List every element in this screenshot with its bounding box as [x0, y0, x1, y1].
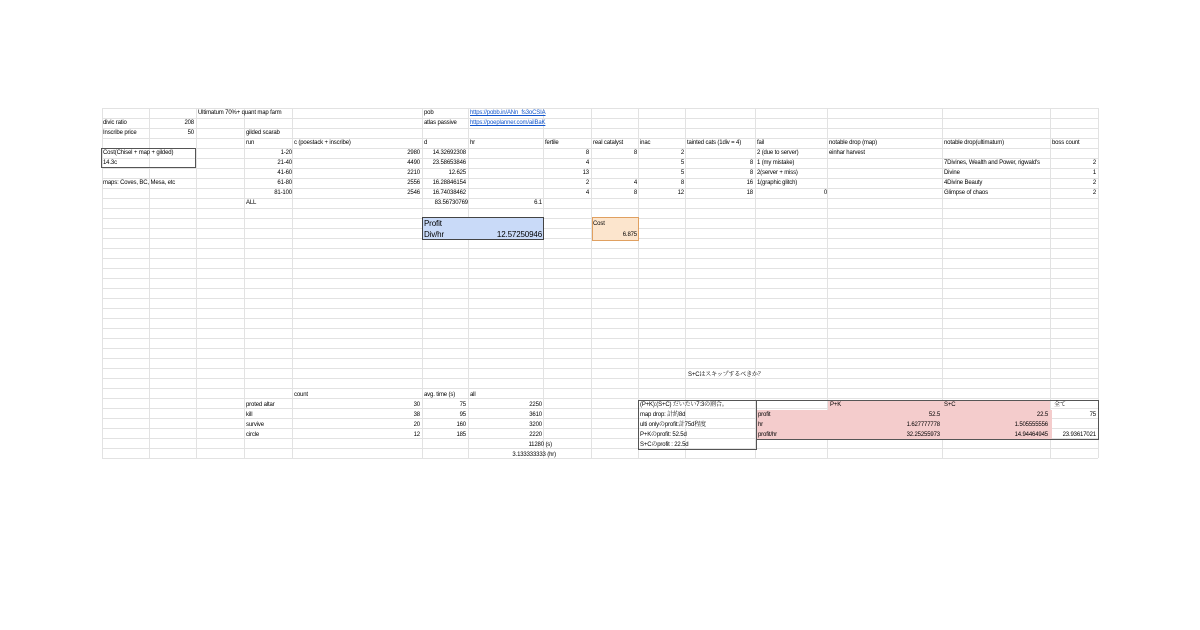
header-fertile: fertile [545, 140, 559, 146]
stats-all-header: all [470, 392, 476, 398]
run-cost[interactable]: 2546 [407, 190, 420, 196]
header-boss-count: boss count [1052, 140, 1080, 146]
compare-pk[interactable]: 32.25255973 [906, 432, 940, 438]
stats-label[interactable]: proted altar [246, 402, 275, 408]
grid-col-line [196, 108, 197, 458]
inscribe-price-label: Inscribe price [103, 130, 137, 136]
stats-all[interactable]: 2220 [529, 432, 542, 438]
gilded-label: gilded scarab [246, 130, 280, 136]
note-line[interactable]: ulti onlyのprofit:計75d程度 [640, 422, 706, 428]
run-tainted[interactable]: 18 [746, 190, 753, 196]
header-inac: inac [640, 140, 651, 146]
div-hr-label: Div/hr [424, 230, 444, 239]
run-cost[interactable]: 2556 [407, 180, 420, 186]
grid-row-line [102, 458, 1098, 459]
run-fertile[interactable]: 2 [585, 180, 589, 186]
run-divines[interactable]: 16.28846154 [432, 180, 466, 186]
run-tainted[interactable]: 16 [746, 180, 753, 186]
run-range[interactable]: 1-20 [280, 150, 292, 156]
note-line[interactable]: (P+K):(S+C) だいたい7:3の割合。 [640, 402, 728, 408]
stats-count-header: count [294, 392, 308, 398]
stats-count[interactable]: 12 [413, 432, 420, 438]
header-notable-map: notable drop (map) [829, 140, 877, 146]
grid-row-line [102, 248, 1098, 249]
grid-row-line [102, 328, 1098, 329]
compare-sc[interactable]: 1.505555556 [1014, 422, 1048, 428]
grid-row-line [102, 308, 1098, 309]
header-tainted: tainted cats (1div = 4) [687, 140, 742, 146]
header-cost-note: c (poestack + inscribe) [294, 140, 351, 146]
run-fertile[interactable]: 13 [582, 170, 589, 176]
stats-total-hours: 3.133333333 (hr) [512, 452, 556, 458]
note-line[interactable]: map drop: 計約8d [640, 412, 686, 418]
stats-count[interactable]: 38 [413, 412, 420, 418]
run-real-catalyst[interactable]: 4 [633, 180, 637, 186]
run-inac[interactable]: 5 [680, 160, 684, 166]
grid-row-line [102, 318, 1098, 319]
note-line[interactable]: P+Kのprofit: 52.5d [640, 432, 687, 438]
profit-label: Profit [424, 219, 442, 228]
run-range[interactable]: 21-40 [277, 160, 292, 166]
grid-row-line [102, 358, 1098, 359]
run-boss-count[interactable]: 2 [1092, 160, 1096, 166]
header-run: run [246, 140, 255, 146]
maps-note: maps: Coves, BC, Mesa, etc [103, 180, 176, 186]
run-real-catalyst[interactable] [591, 158, 637, 168]
stats-all[interactable]: 3200 [529, 422, 542, 428]
run-fail[interactable]: 2(server + miss) [757, 170, 798, 176]
all-run-label: ALL [246, 200, 257, 206]
stats-count[interactable]: 20 [413, 422, 420, 428]
run-boss-count[interactable] [1050, 148, 1096, 158]
compare-sc[interactable]: 14.94464945 [1014, 432, 1048, 438]
run-fail[interactable]: 2 (due to server) [757, 150, 799, 156]
stats-label[interactable]: circle [246, 432, 260, 438]
run-inac[interactable]: 12 [677, 190, 684, 196]
run-fail[interactable]: 1 (my mistake) [757, 160, 795, 166]
run-notable-ulti[interactable]: 7Divines, Wealth and Power, rigwald's [944, 160, 1040, 166]
stats-avg[interactable]: 160 [456, 422, 466, 428]
grid-row-line [102, 258, 1098, 259]
compare-label[interactable]: profit [758, 412, 771, 418]
divine-ratio-label: divic ratio [103, 120, 127, 126]
stats-avg[interactable]: 75 [459, 402, 466, 408]
compare-all[interactable]: 75 [1089, 412, 1096, 418]
run-range[interactable]: 61-80 [277, 180, 292, 186]
cost-label: Cost [593, 221, 605, 227]
run-tainted[interactable] [685, 148, 753, 158]
grid-row-line [102, 268, 1098, 269]
run-notable-ulti[interactable]: Glimpse of chaos [944, 190, 988, 196]
run-notable-ulti[interactable]: 4Divine Beauty [944, 180, 983, 186]
compare-label[interactable]: profit/hr [758, 432, 777, 438]
note-line[interactable]: S+Cのprofit : 22.5d [640, 442, 689, 448]
pob-label: pob [424, 110, 434, 116]
stats-all[interactable]: 3610 [529, 412, 542, 418]
run-divines[interactable]: 14.32692308 [432, 150, 466, 156]
grid-row-line [102, 118, 1098, 119]
run-divines[interactable]: 12.625 [448, 170, 466, 176]
run-boss-count[interactable]: 2 [1092, 180, 1096, 186]
run-boss-count[interactable]: 2 [1092, 190, 1096, 196]
run-cost[interactable]: 4490 [407, 160, 420, 166]
grid-row-line [102, 368, 1098, 369]
header-real-catalyst: real catalyst [593, 140, 624, 146]
grid-row-line [102, 378, 1098, 379]
run-inac[interactable]: 5 [680, 170, 684, 176]
header-hr: hr [470, 140, 476, 146]
all-d-value[interactable]: 83.56730769 [434, 200, 468, 206]
grid-row-line [102, 288, 1098, 289]
grid-row-line [102, 278, 1098, 279]
run-real-catalyst[interactable]: 8 [633, 190, 637, 196]
run-real-catalyst[interactable]: 8 [633, 150, 637, 156]
stats-total-seconds: 11280 (s) [528, 442, 552, 448]
atlas-link[interactable]: https://poeplanner.com/ailBaK [470, 120, 546, 126]
grid-row-line [102, 298, 1098, 299]
atlas-label: atlas passive [424, 120, 457, 126]
compare-sc[interactable]: 22.5 [1036, 412, 1048, 418]
run-boss-count[interactable]: 1 [1092, 170, 1096, 176]
pob-link[interactable]: https://pobb.in/ANn_fs3oCSIA [470, 110, 546, 116]
cost-note-value: 14.3c [103, 160, 117, 166]
sheet-title: Ultimatum 70%+ quant map farm [198, 110, 282, 116]
divine-ratio-value[interactable]: 208 [184, 120, 194, 126]
stats-all[interactable]: 2250 [529, 402, 542, 408]
run-divines[interactable]: 23.58653846 [432, 160, 466, 166]
run-notable-map[interactable]: einhar harvest [829, 150, 865, 156]
run-range[interactable]: 81-100 [274, 190, 292, 196]
run-range[interactable]: 41-60 [277, 170, 292, 176]
run-cost[interactable]: 2980 [407, 150, 420, 156]
header-notable-ulti: notable drop(ultimatum) [944, 140, 1004, 146]
run-fertile[interactable]: 4 [585, 190, 589, 196]
stats-avg-header: avg. time (s) [424, 392, 456, 398]
stats-label[interactable]: kill [246, 412, 253, 418]
stats-avg[interactable]: 95 [459, 412, 466, 418]
run-real-catalyst[interactable] [591, 168, 637, 178]
inscribe-price-value[interactable]: 50 [187, 130, 194, 136]
grid-row-line [102, 348, 1098, 349]
run-divines[interactable]: 16.74038462 [432, 190, 466, 196]
cost-note-label: Cost(Chisel + map + gilded) [103, 150, 174, 156]
run-inac[interactable]: 2 [680, 150, 684, 156]
run-tainted[interactable]: 8 [749, 160, 753, 166]
compare-all[interactable]: 23.93617021 [1062, 432, 1096, 438]
run-inac[interactable]: 8 [680, 180, 684, 186]
div-hr-value[interactable]: 12.57250946 [496, 230, 542, 239]
compare-all[interactable] [1050, 420, 1096, 430]
header-d: d [424, 140, 428, 146]
stats-label[interactable]: survive [246, 422, 264, 428]
all-hr-value[interactable]: 6.1 [534, 200, 542, 206]
compare-label[interactable]: hr [758, 422, 764, 428]
skip-question: S+Cはスキップするべきか？ [688, 372, 764, 378]
grid-row-line [102, 338, 1098, 339]
stats-avg[interactable]: 185 [456, 432, 466, 438]
compare-sc-header: S+C [944, 402, 956, 408]
compare-all-header: 全て [1054, 402, 1066, 408]
run-fail[interactable]: 1(graphic glitch) [757, 180, 798, 186]
stats-count[interactable]: 30 [413, 402, 420, 408]
run-fertile[interactable]: 8 [585, 150, 589, 156]
run-fertile[interactable]: 4 [585, 160, 589, 166]
run-fail[interactable]: 0 [823, 190, 827, 196]
run-tainted[interactable]: 8 [749, 170, 753, 176]
compare-pk-header: P+K [830, 402, 842, 408]
compare-pk[interactable]: 1.627777778 [906, 422, 940, 428]
header-fail: fail [757, 140, 765, 146]
grid-row-line [102, 208, 1098, 209]
run-cost[interactable]: 2210 [407, 170, 420, 176]
grid-row-line [102, 398, 1098, 399]
grid-row-line [102, 388, 1098, 389]
grid-row-line [102, 448, 1098, 449]
compare-pk[interactable]: 52.5 [928, 412, 940, 418]
run-notable-ulti[interactable]: Divine [944, 170, 960, 176]
cost-value[interactable]: 6.875 [622, 232, 637, 238]
